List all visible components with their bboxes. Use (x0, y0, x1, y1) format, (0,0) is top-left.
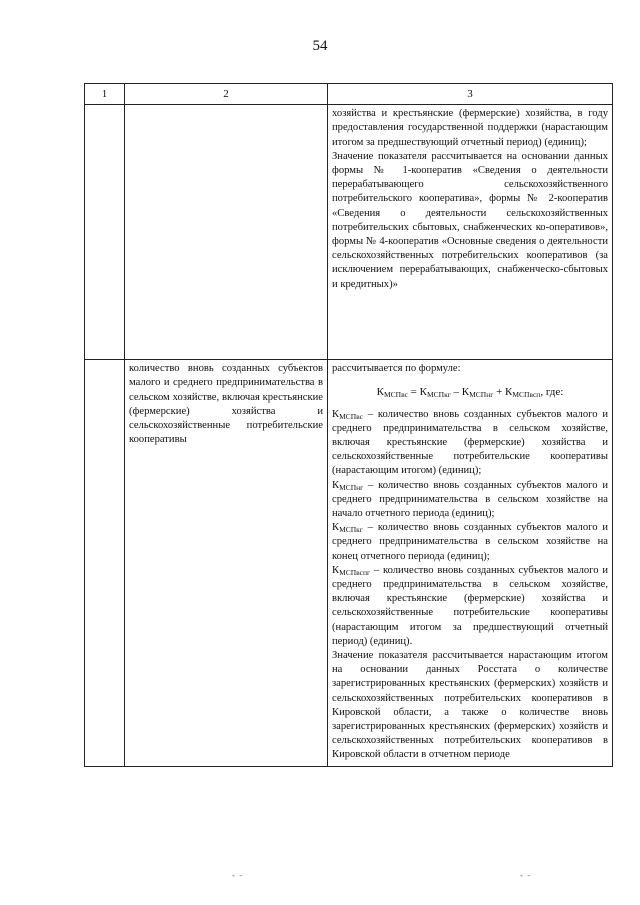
formula-intro: рассчитывается по формуле: (332, 363, 461, 375)
row1-col3 (328, 105, 613, 360)
definition-1: $К_{МСПвс}$ – количество вновь созданных субъектов малого и среднего предпринимательства в сельском хозяйстве, включая крестьянские (фермерские) хозяйства и сельскохозяйственные потребительские кооперативы (нарастающим итогом) (единиц); (332, 408, 608, 477)
row1-text-1: хозяйства и крестьянские (фермерские) хозяйства, в году предоставления государственной поддержки (нарастающим итогом за предшествующий отчетный период) (единиц); (332, 108, 608, 148)
page-number: 54 (312, 38, 328, 54)
table-header-row (85, 84, 613, 105)
row1-col1 (85, 105, 125, 360)
footer-mark-right: - - (520, 870, 532, 880)
formula: $К_{МСПвс} = К_{МСПкг} - К_{МСПнг} + К_{МСПвсп}$, где: (376, 386, 564, 400)
row2-col1 (85, 360, 125, 766)
calculation-note: Значение показателя рассчитывается нарастающим итогом на основании данных Росстата о количестве зарегистрированных крестьянских (фермерских) хозяйств и сельскохозяйственных потребительских кооперативов в Кировской области, а также о количестве вновь зарегистрированных крестьянских (фермерских) хозяйств и сельскохозяйственных потребительских кооперативов в Кировской области в отчетном периоде (332, 650, 608, 761)
row1-text-2: Значение показателя рассчитывается на основании данных формы № 1-кооператив «Сведения о деятельности перерабатывающего сельскохозяйственного потребительского кооператива», формы № 2-кооператив «Сведения о деятельности сельскохозяйственных потребительских сбытовых, снабженческих ко-оперативов», формы № 4-кооператив «Основные сведения о деятельности сельскохозяйственных потребительских кооперативов (за исключением перерабатывающих, снабженческо-сбытовых и кредитных)» (332, 150, 608, 290)
table-row (85, 105, 613, 360)
definition-2: $К_{МСПнг}$ – количество вновь созданных субъектов малого и среднего предпринимательства в сельском хозяйстве на начало отчетного периода (единиц); (332, 479, 608, 520)
header-col-3: 3 (328, 84, 613, 105)
footer-mark-left: - - (232, 870, 244, 880)
row2-method (328, 360, 613, 766)
row1-col2 (125, 105, 328, 360)
header-col-2: 2 (125, 84, 328, 105)
header-col-1: 1 (85, 84, 125, 105)
indicator-table (84, 83, 613, 767)
definition-3: $К_{МСПкг}$ – количество вновь созданных субъектов малого и среднего предпринимательства в сельском хозяйстве на конец отчетного периода (единиц); (332, 522, 608, 562)
definition-4: $К_{МСПвспг}$ – количество вновь созданных субъектов малого и среднего предпринимательства в сельском хозяйстве, включая крестьянские (фермерские) хозяйства и сельскохозяйственные потребительские кооперативы (нарастающим итогом за предшествующий отчетный период) (единиц). (332, 564, 608, 647)
table-row (85, 360, 613, 766)
row2-indicator-name: количество вновь созданных субъектов малого и среднего предпринимательства в сельском хозяйстве, включая крестьянские (фермерские) хозяйства и сельскохозяйственные потребительские кооперативы (125, 360, 328, 766)
